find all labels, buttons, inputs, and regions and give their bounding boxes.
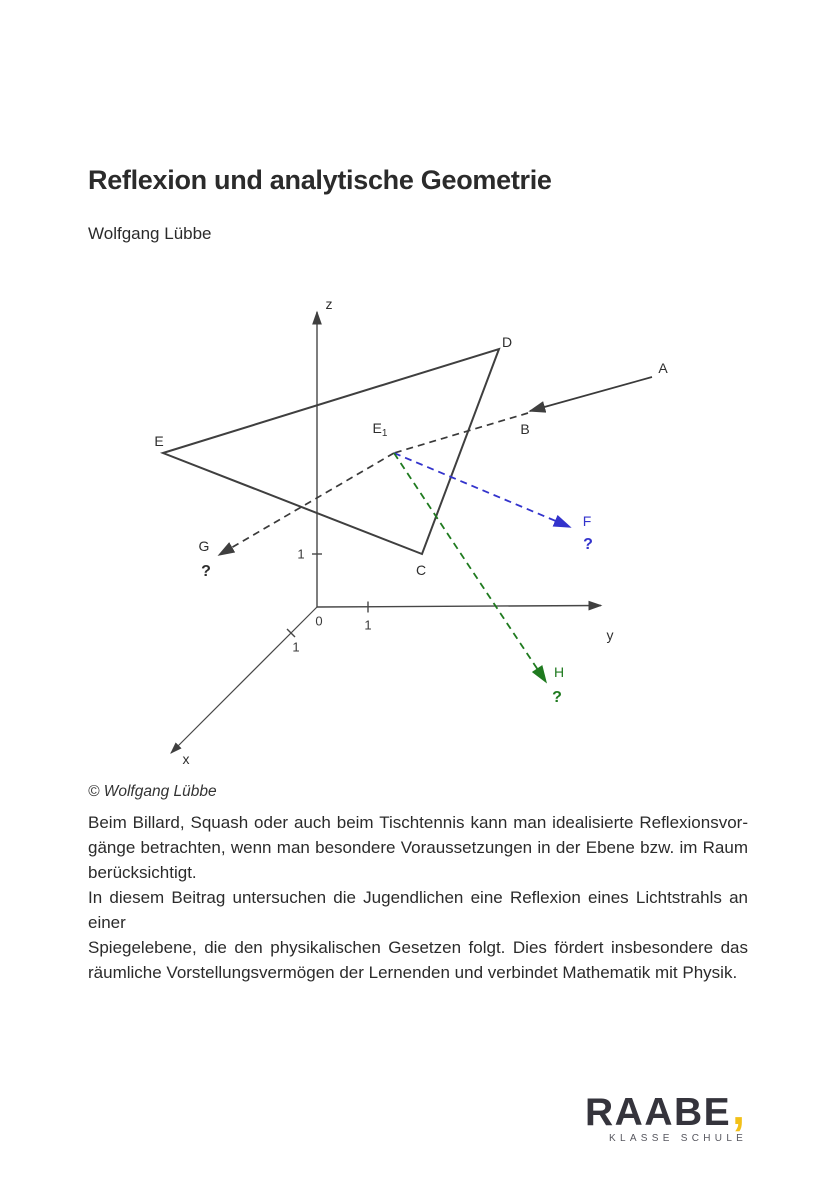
reflection-diagram [140, 290, 700, 780]
raabe-logo [585, 1082, 805, 1144]
incident-ray-dashed [394, 413, 528, 453]
point-label-e1: $E_1$ [372, 420, 388, 439]
logo-wordmark-row [585, 1082, 805, 1134]
axis-y [317, 606, 601, 608]
diagram-canvas [140, 290, 700, 780]
axis-label-z: z [325, 296, 333, 312]
tick-label-y1: 1 [364, 617, 372, 633]
question-mark-f: ? [583, 536, 593, 553]
tick-label-z1: 1 [297, 546, 305, 562]
intro-text [88, 810, 748, 985]
point-label-a: A [658, 360, 668, 376]
intro-text-line: berücksichtigt. [88, 863, 197, 882]
axis-x [171, 607, 317, 753]
logo-comma-icon: , [732, 1082, 745, 1134]
copyright-line: © Wolfgang Lübbe [88, 783, 217, 800]
intro-text-line: Beim Billard, Squash oder auch beim Tischtennis kann man idealisierte Reflexionsvor- [88, 813, 748, 832]
axis-label-y: y [606, 627, 614, 643]
author-name: Wolfgang Lübbe [88, 224, 212, 243]
axis-label-x: x [182, 751, 190, 767]
question-mark-h: ? [552, 689, 562, 706]
ray-f-dashed [394, 453, 570, 527]
point-label-h: H [553, 664, 565, 680]
page-title: Reflexion und analytische Geometrie [88, 165, 552, 195]
intro-text-line: In diesem Beitrag untersuchen die Jugendlichen eine Reflexion eines Lichtstrahls an einer [88, 888, 748, 932]
question-mark-g: ? [201, 563, 211, 580]
tick-label-origin: 0 [315, 613, 323, 629]
logo-wordmark: RAABE [585, 1091, 732, 1134]
point-label-f: F [582, 513, 592, 529]
point-label-d: D [501, 334, 513, 350]
intro-text-line: gänge betrachten, wenn man besondere Voraussetzungen in der Ebene bzw. im Raum [88, 838, 748, 857]
point-label-g: G [198, 538, 210, 554]
point-label-c: C [415, 562, 427, 578]
intro-text-line: räumliche Vorstellungsvermögen der Lernenden und verbindet Mathematik mit Physik. [88, 963, 738, 982]
mirror-plane-triangle [163, 349, 499, 554]
ray-g-dashed [219, 453, 394, 555]
tick-label-x1: 1 [292, 639, 300, 655]
intro-text-line: Spiegelebene, die den physikalischen Gesetzen folgt. Dies fördert insbesondere das [88, 938, 748, 957]
point-label-e: E [154, 433, 164, 449]
incident-ray-solid [530, 377, 652, 411]
point-label-b: B [520, 421, 530, 437]
logo-tagline: KLASSE SCHULE [609, 1133, 748, 1144]
